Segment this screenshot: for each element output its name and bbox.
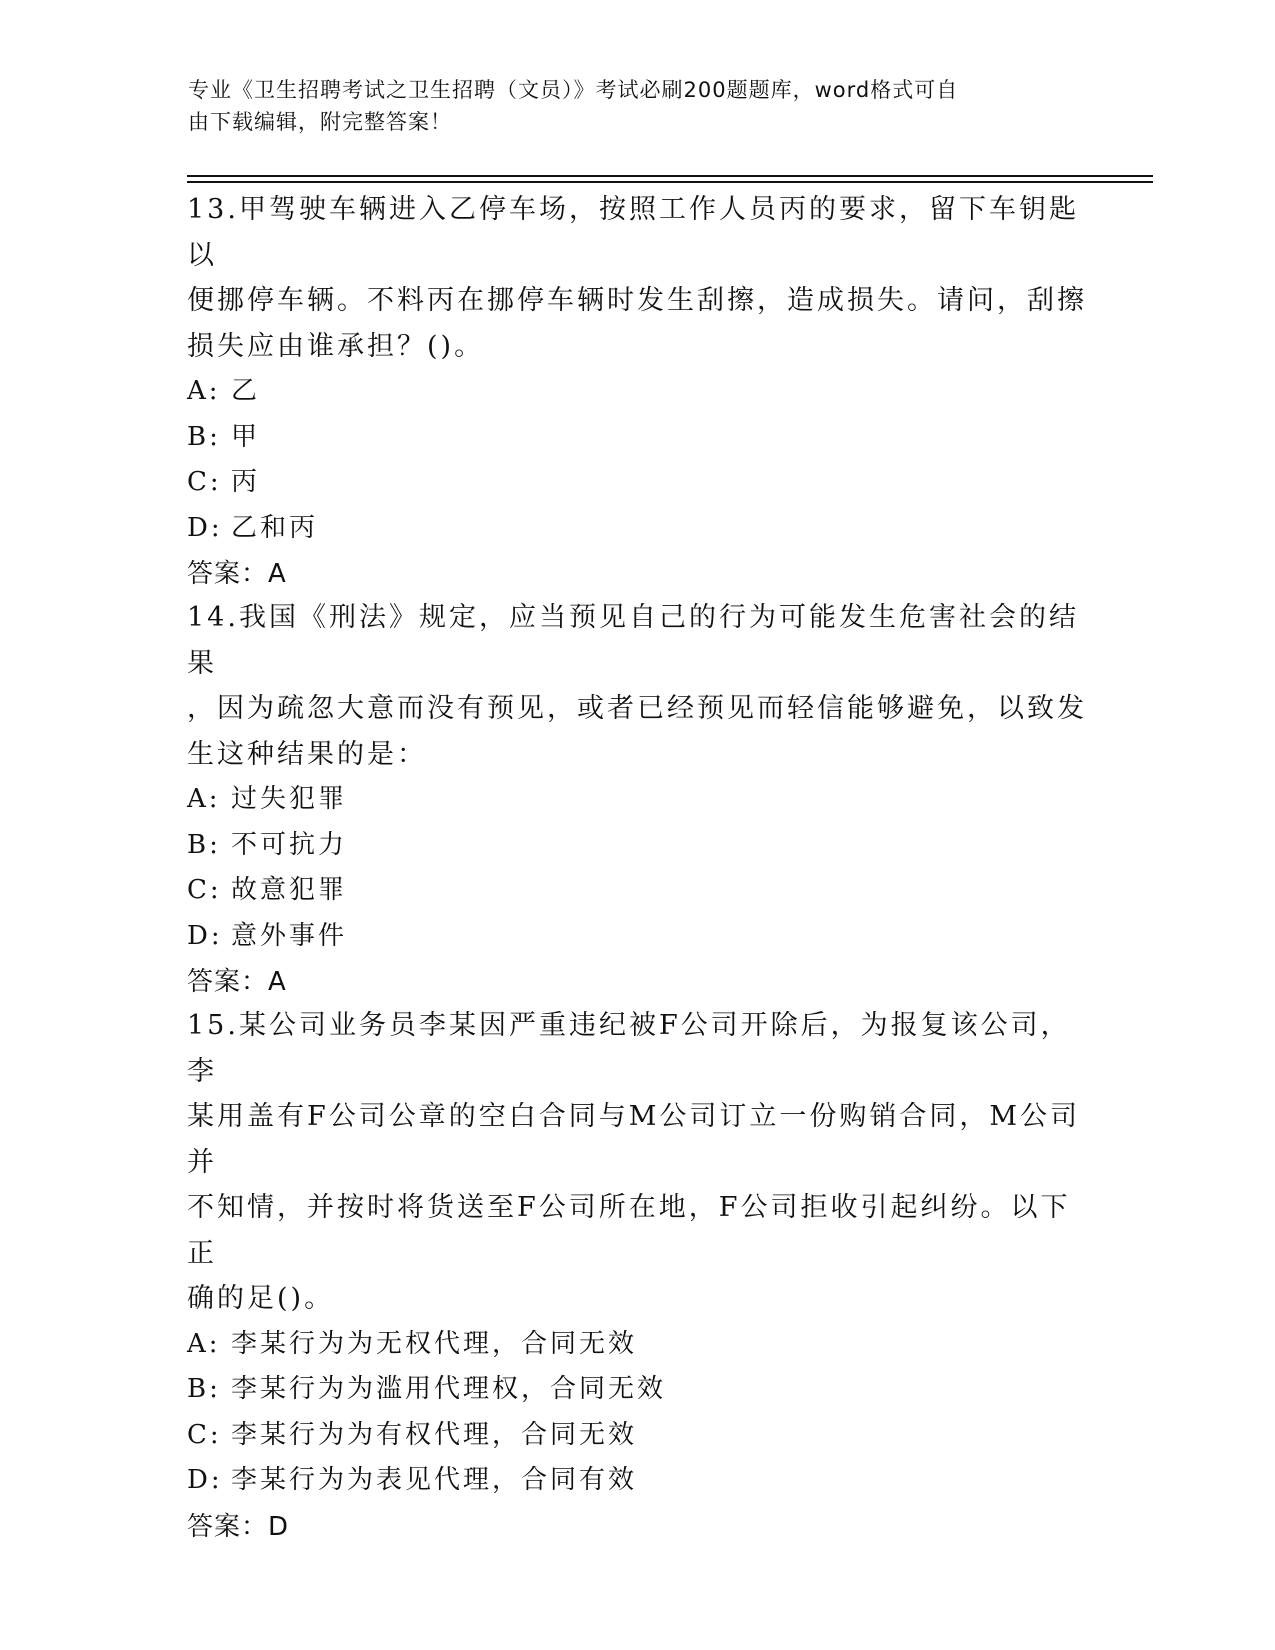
document-header [188, 74, 1068, 138]
option-key: A: [187, 1328, 221, 1359]
option-d [187, 506, 1087, 552]
answer-line: 答案：A [187, 559, 287, 589]
option-key: D: [187, 1465, 223, 1495]
header-line-2: 由下载编辑，附完整答案！ [188, 110, 452, 134]
header-rule-top [187, 175, 1153, 177]
question-text-line: 15.某公司业务员李某因严重违纪被F公司开除后，为报复该公司，李 [187, 1010, 1071, 1087]
option-key: D: [187, 512, 223, 543]
option-text: 甲 [231, 421, 261, 452]
header-rule-bottom [187, 181, 1153, 183]
option-c [187, 1413, 1087, 1459]
option-key: C: [187, 875, 222, 905]
option-text: 乙 [231, 376, 261, 406]
option-text: 李某行为为无权代理，合同无效 [231, 1328, 638, 1359]
question-text-line: 损失应由谁承担？()。 [187, 330, 485, 362]
option-c [187, 868, 1087, 914]
question-text-line: 确的足()。 [187, 1283, 335, 1314]
question-13 [187, 187, 1087, 597]
option-d [187, 914, 1087, 960]
question-text-line: 便挪停车辆。不料丙在挪停车辆时发生刮擦，造成损失。请问，刮擦 [187, 285, 1087, 316]
option-b [187, 1367, 1087, 1413]
option-key: B: [187, 829, 221, 860]
option-key: B: [187, 1374, 221, 1404]
option-key: A: [187, 784, 221, 814]
question-15-text [187, 1003, 1087, 1322]
option-text: 意外事件 [231, 920, 348, 951]
option-b [187, 415, 1087, 461]
option-key: A: [187, 376, 221, 406]
option-text: 乙和丙 [231, 512, 319, 543]
option-c [187, 460, 1087, 506]
option-text: 李某行为为滥用代理权，合同无效 [231, 1374, 667, 1404]
header-line-1: 专业《卫生招聘考试之卫生招聘（文员）》考试必刷200题题库，word格式可自 [188, 78, 959, 102]
option-text: 丙 [231, 467, 261, 497]
question-14 [187, 595, 1087, 1005]
answer-line: 答案：A [187, 967, 287, 997]
option-key: C: [187, 1419, 222, 1450]
question-15 [187, 1003, 1087, 1550]
question-text-line: ，因为疏忽大意而没有预见，或者已经预见而轻信能够避免，以致发 [187, 693, 1087, 724]
option-a [187, 777, 1087, 823]
option-text: 故意犯罪 [231, 875, 348, 905]
option-text: 李某行为为表见代理，合同有效 [231, 1465, 638, 1495]
option-key: C: [187, 467, 222, 497]
option-text: 李某行为为有权代理，合同无效 [231, 1419, 638, 1450]
question-text-line: 14.我国《刑法》规定，应当预见自己的行为可能发生危害社会的结果 [187, 602, 1079, 679]
question-text-line: 生这种结果的是： [187, 738, 427, 770]
option-a [187, 369, 1087, 415]
option-d [187, 1458, 1087, 1504]
option-key: B: [187, 421, 221, 452]
question-text-line: 13.甲驾驶车辆进入乙停车场，按照工作人员丙的要求，留下车钥匙以 [187, 194, 1079, 271]
option-key: D: [187, 920, 223, 951]
option-text: 过失犯罪 [231, 784, 348, 814]
option-b [187, 823, 1087, 869]
option-text: 不可抗力 [231, 829, 348, 860]
answer-line: 答案：D [187, 1511, 290, 1542]
option-a [187, 1322, 1087, 1368]
question-text-line: 某用盖有F公司公章的空白合同与M公司订立一份购销合同，M公司并 [187, 1101, 1081, 1178]
question-text-line: 不知情，并按时将货送至F公司所在地，F公司拒收引起纠纷。以下正 [187, 1192, 1071, 1269]
question-13-text [187, 187, 1087, 369]
question-14-text [187, 595, 1087, 777]
